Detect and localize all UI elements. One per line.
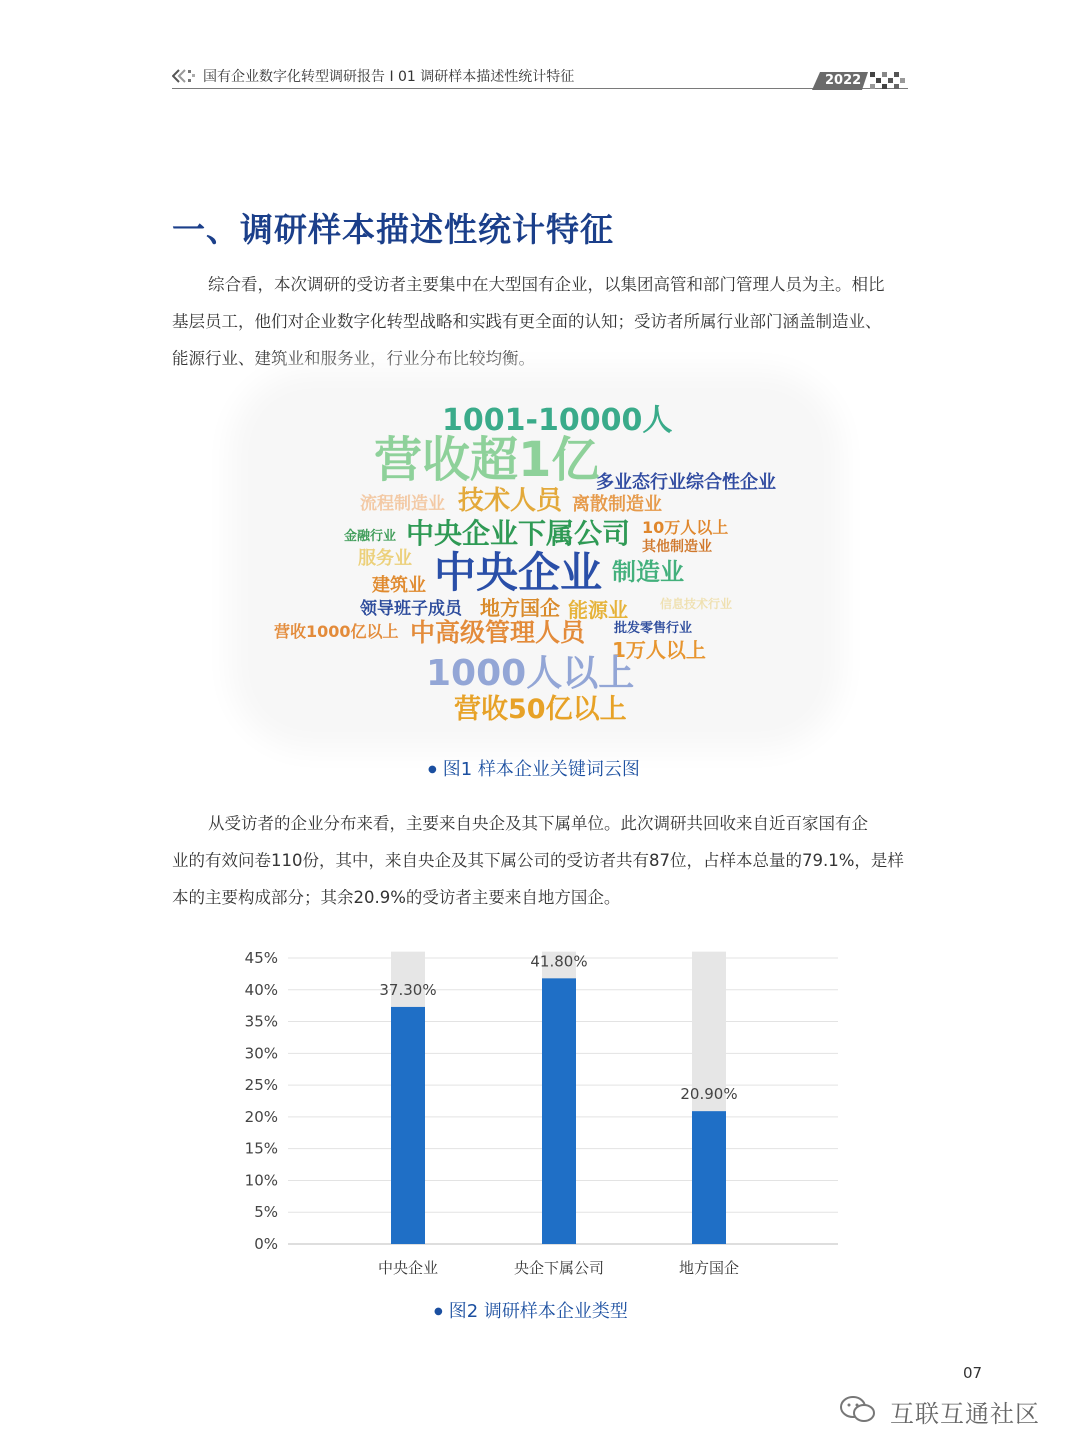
watermark-text: 互联互通社区: [890, 1400, 1040, 1428]
cloud-word: 其他制造业: [642, 539, 712, 555]
figure2-caption: [434, 1297, 628, 1323]
cloud-word: 流程制造业: [360, 494, 445, 514]
bullet-icon: ●: [434, 1306, 443, 1317]
bullet-icon: ●: [428, 764, 437, 775]
data-label: 20.90%: [680, 1085, 738, 1104]
data-label: 37.30%: [379, 980, 437, 999]
cloud-word: 营收超1亿: [374, 432, 600, 488]
cloud-word: 1000人以上: [426, 653, 635, 694]
y-tick-label: 0%: [254, 1235, 278, 1253]
distribution-paragraph: [172, 805, 912, 916]
x-tick-label: 央企下属公司: [513, 1259, 605, 1277]
cloud-word: 营收1000亿以上: [274, 622, 399, 641]
paragraph-line: 能源行业、建筑业和服务业，行业分布比较均衡。: [172, 349, 535, 368]
cloud-word: 能源业: [568, 598, 628, 622]
cloud-word: 10万人以上: [642, 518, 729, 537]
paragraph-line: 基层员工，他们对企业数字化转型战略和实践有更全面的认知；受访者所属行业部门涵盖制造业、: [172, 312, 882, 331]
y-tick-label: 35%: [244, 1012, 278, 1031]
cloud-word: 中央企业下属公司: [406, 517, 631, 550]
paragraph-line: 本的主要构成部分；其余20.9%的受访者主要来自地方国企。: [172, 888, 621, 907]
paragraph-line: 从受访者的企业分布来看，主要来自央企及其下属单位。此次调研共回收来自近百家国有企: [208, 814, 868, 833]
header-logo-marks: [172, 68, 196, 84]
bar: [542, 978, 576, 1244]
figure1-caption-text: 图1 样本企业关键词云图: [442, 759, 640, 780]
cloud-word: 地方国企: [480, 596, 560, 620]
paragraph-line: 综合看，本次调研的受访者主要集中在大型国有企业，以集团高管和部门管理人员为主。相比: [208, 275, 885, 294]
cloud-word: 1万人以上: [612, 638, 706, 662]
cloud-word: 技术人员: [458, 486, 563, 516]
header-divider: [172, 88, 908, 89]
cloud-word: 建筑业: [372, 575, 426, 596]
intro-paragraph: [172, 266, 912, 377]
cloud-word: 中高级管理人员: [410, 618, 586, 647]
paragraph-line: 业的有效问卷110份，其中，来自央企及其下属公司的受访者共有87位，占样本总量的79.1%，是样: [172, 851, 904, 870]
y-tick-label: 30%: [244, 1044, 278, 1063]
data-label: 41.80%: [530, 952, 588, 971]
page-number: 07: [963, 1364, 983, 1382]
cloud-word: 信息技术行业: [660, 597, 733, 611]
cloud-word: 批发零售行业: [614, 621, 693, 636]
y-tick-label: 45%: [244, 949, 278, 967]
keyword-word-cloud: [250, 390, 822, 730]
figure2-caption-text: 图2 调研样本企业类型: [448, 1301, 628, 1322]
cloud-word: 1001-10000人: [442, 403, 673, 438]
y-tick-label: 20%: [244, 1107, 278, 1126]
enterprise-type-bar-chart: [230, 940, 850, 1290]
x-tick-label: 中央企业: [377, 1259, 439, 1277]
section-heading: 一、调研样本描述性统计特征: [172, 210, 614, 249]
header-title: 国有企业数字化转型调研报告 I 01 调研样本描述性统计特征: [203, 69, 575, 85]
cloud-word: 服务业: [358, 548, 412, 569]
y-tick-label: 5%: [254, 1203, 278, 1222]
cloud-word: 中央企业: [434, 548, 603, 597]
y-tick-label: 15%: [244, 1139, 278, 1158]
y-tick-label: 10%: [244, 1171, 278, 1190]
cloud-word: 营收50亿以上: [454, 694, 627, 725]
x-tick-label: 地方国企: [678, 1259, 740, 1277]
y-tick-label: 25%: [244, 1076, 278, 1095]
bar: [391, 1007, 425, 1244]
cloud-word: 制造业: [612, 558, 684, 586]
cloud-word: 多业态行业综合性企业: [596, 472, 776, 493]
figure1-caption: [428, 755, 640, 781]
cloud-word: 领导班子成员: [360, 599, 462, 619]
cloud-word: 离散制造业: [572, 494, 662, 515]
header-year: 2022: [825, 73, 862, 88]
y-tick-label: 40%: [244, 980, 278, 999]
bar: [692, 1111, 726, 1244]
cloud-word: 金融行业: [344, 529, 397, 544]
wechat-icon: [838, 1394, 878, 1426]
